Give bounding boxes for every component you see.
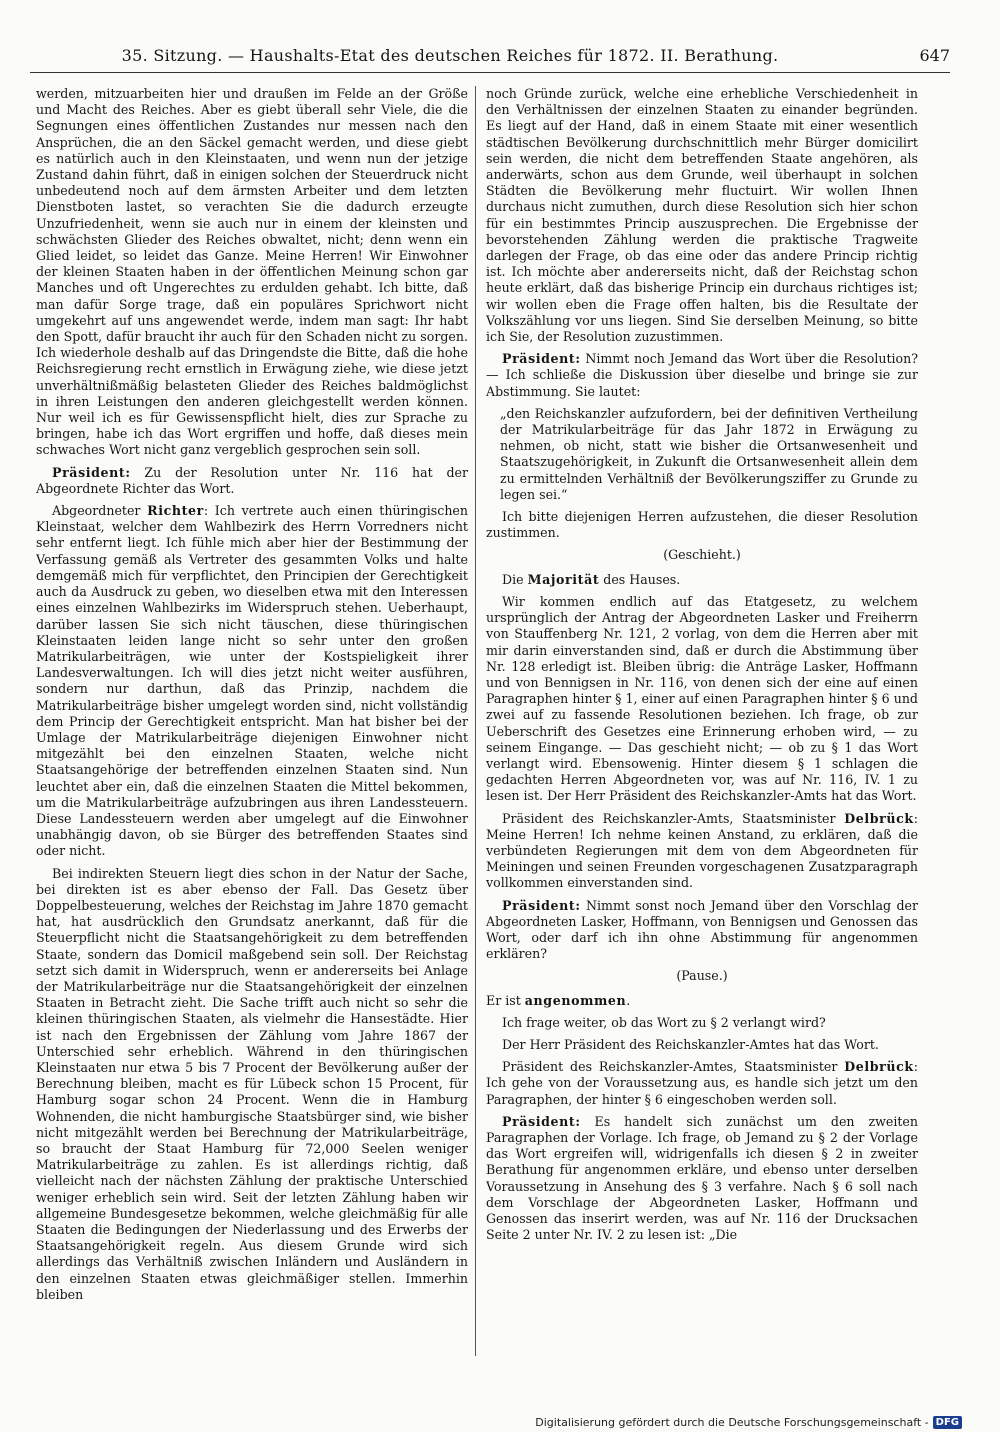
speech-text: Nimmt sonst noch Jemand über den Vorschlag der Abgeordneten Lasker, Hoffmann, von Bennigsen und Genossen das Wort, oder darf ich ihn ohne Abstimmung für angenommen erklären? xyxy=(486,897,918,962)
paragraph xyxy=(486,993,918,1009)
paragraph xyxy=(486,351,918,400)
speech-text: Nimmt noch Jemand das Wort über die Resolution? — Ich schließe die Diskussion über dieselbe und bringe sie zur Abstimmung. Sie lautet: xyxy=(486,351,918,399)
paragraph xyxy=(36,465,468,497)
paragraph xyxy=(36,503,468,859)
speech-text: : Ich vertrete auch einen thüringischen Kleinstaat, welcher dem Wahlbezirk des Herrn Vorredners nicht sehr entfernt liegt. Ich fühle mich aber hier der Bestimmung der Verfassung gemäß als Vertreter des gesammten Volks und halte demgemäß mich für verpflichtet, den Principien der Gerechtigkeit auch da Ausdruck zu geben, wo dieselben etwa mit den Interessen eines einzelnen Wahlbezirks im Widerspruch stehen. Ueberhaupt, darüber lassen Sie sich nicht täuschen, diese thüringischen Kleinstaaten leiden lange nicht so sehr unter den großen Matrikularbeiträgen, wie unter der Kostspieligkeit ihrer Landesverwaltungen. Ich will dies jetzt nicht weiter ausführen, sondern nur darthun, daß das Prinzip, nachdem die Matrikularbeiträge bisher umgelegt worden sind, nicht vollständig dem Princip der Gerechtigkeit entspricht. Man hat bisher bei der Umlage der Matrikularbeiträge diejenigen Einwohner nicht mitgezählt bei den einzelnen Staaten, welche nicht Staatsangehörige der betreffenden einzelnen Staaten sind. Nun leuchtet aber ein, daß die einzelnen Staaten die Mittel bekommen, um die Matrikularbeiträge aufzubringen aus ihren Landessteuern. Diese Landessteuern werden aber umgelegt auf die Einwohner unabhängig davon, ob sie Bürger des betreffenden Staates sind oder nicht. xyxy=(36,503,468,859)
paragraph xyxy=(486,898,918,963)
column-divider xyxy=(475,86,476,1356)
paragraph xyxy=(486,572,918,588)
speech-text: Es handelt sich zunächst um den zweiten Paragraphen der Vorlage. Ich frage, ob Jemand zu § 2 der Vorlage das Wort ergreifen will, widrigenfalls ich diesen § 2 in zweiter Berathung für angenommen erkläre, und ebenso unter derselben Voraussetzung in Ansehung des § 3 verfahre. Nach § 6 soll nach dem Vorschlage der Abgeordneten Lasker, Hoffmann und Genossen das inserirt werden, was auf Nr. 116 der Drucksachen Seite 2 unter Nr. IV. 2 zu lesen ist: „Die xyxy=(486,1113,918,1243)
page-header xyxy=(30,42,950,73)
paragraph: Wir kommen endlich auf das Etatgesetz, zu welchem ursprünglich der Antrag der Abgeordneten Lasker und Freiherrn von Stauffenberg Nr. 121, 2 vorlag, von dem die Herren aber mit mir darin einverstanden sind, daß er durch die Abstimmung über Nr. 128 erledigt ist. Bleiben übrig: die Anträge Lasker, Hoffmann und von Bennigsen in Nr. 116, von denen sich der eine auf einen Paragraphen hinter § 1, einer auf einen Paragraphen hinter § 6 und zwei auf zu fassende Resolutionen beziehen. Ich frage, ob zur Ueberschrift des Gesetzes eine Erinnerung erhoben wird, — zu seinem Eingange. — Das geschieht nicht; — ob zu § 1 das Wort verlangt wird. Ebensowenig. Hinter diesem § 1 schlagen die gedachten Herren Abgeordneten vor, was auf Nr. 116, IV. 1 zu lesen ist. Der Herr Präsident des Reichskanzler-Amts hat das Wort. xyxy=(486,593,918,804)
paragraph: werden, mitzuarbeiten hier und draußen im Felde an der Größe und Macht des Reiches. Aber es giebt überall sehr Viele, die die Segnungen eines öffentlichen Zustandes nur messen nach den Ansprüchen, die an den Säckel gemacht werden, und diese giebt es natürlich auch in den Kleinstaaten, und wenn nun der jetzige Zustand dahin führt, daß in einigen solchen der Steuerdruck nicht unbedeutend noch auf dem ärmsten Arbeiter und dem letzten Dienstboten lastet, so verachten Sie die dadurch erzeugte Unzufriedenheit, wenn sie auch nur in einem der kleinsten und schwächsten Glieder des Reiches obwaltet, nicht; denn wenn ein Glied leidet, so leidet das Ganze. Meine Herren! Wir Einwohner der kleinen Staaten haben in der öffentlichen Meinung schon gar Manches und oft Ungerechtes zu erdulden gehabt. Ich bitte, daß man dafür Sorge trage, daß ein populäres Sprichwort nicht umgekehrt auf uns angewendet werde, indem man sagt: Ihr habt den Spott, dafür braucht ihr auch für den Schaden nicht zu sorgen. Ich wiederhole deshalb auf das Dringendste die Bitte, daß die hohe Reichsregierung recht ernstlich in Erwägung ziehe, wie diese jetzt unverhältnißmäßig belasteten Glieder des Reiches baldmöglichst in ihren Leistungen den anderen gleichgestellt werden können. Nur weil ich es für Gewissenspflicht hielt, dies zur Sprache zu bringen, habe ich das Wort ergriffen und hoffe, daß dieses mein schwaches Wort nicht ganz vergeblich gesprochen sein soll. xyxy=(36,86,468,458)
paragraph xyxy=(486,1114,918,1244)
paragraph: Ich bitte diejenigen Herren aufzustehen, die dieser Resolution zustimmen. xyxy=(486,509,918,541)
resolution-quote: „den Reichskanzler aufzufordern, bei der definitiven Vertheilung der Matrikularbeiträge für das Jahr 1872 in Erwägung zu nehmen, ob nicht, statt wie bisher die Ortsanwesenheit und Staatszugehörigkeit, in Zukunft die Ortsanwesenheit allein dem zu ermittelnden Verhältniß der Bevölkerungsziffer zu Grunde zu legen sei.“ xyxy=(500,405,918,502)
speaker-name: Präsident: xyxy=(502,1113,581,1129)
text-span: . xyxy=(626,992,631,1008)
speaker-name: Präsident: xyxy=(502,351,581,367)
speech-text: : Ich gehe von der Voraussetzung aus, es handle sich jetzt um den Paragraphen, der hinter § 6 eingeschoben werden soll. xyxy=(486,1059,918,1107)
paragraph xyxy=(486,811,918,892)
speech-text: : Meine Herren! Ich nehme keinen Anstand, zu erklären, daß die verbündeten Regierungen mit dem von dem Abgeordneten für Meiningen und seinen Freunden vorgeschagenen Zusatzparagraph vollkommen einverstanden sind. xyxy=(486,810,918,891)
speaker-name: Präsident: xyxy=(52,464,131,480)
running-title: 35. Sitzung. — Haushalts-Etat des deutschen Reiches für 1872. II. Berathung. xyxy=(121,46,779,65)
speech-text: Zu der Resolution unter Nr. 116 hat der Abgeordnete Richter das Wort. xyxy=(36,464,468,496)
paragraph: Ich frage weiter, ob das Wort zu § 2 verlangt wird? xyxy=(502,1014,826,1030)
emphasis: angenommen xyxy=(524,992,627,1008)
stage-direction: (Geschieht.) xyxy=(663,547,741,563)
speaker-role: Präsident des Reichskanzler-Amtes, Staatsminister xyxy=(502,1059,845,1075)
text-span: Die xyxy=(502,571,528,587)
paragraph: Bei indirekten Steuern liegt dies schon in der Natur der Sache, bei direkten ist es aber ebenso der Fall. Das Gesetz über Doppelbesteuerung, welches der Reichstag im Jahre 1870 gemacht hat, hat ausdrücklich den Grundsatz anerkannt, daß für die Steuerpflicht nicht die Staatsangehörigkeit zu dem betreffenden Staate, sondern das Domicil maßgebend sein soll. Der Reichstag setzt sich damit in Widerspruch, wenn er andererseits bei Anlage der Matrikularbeiträge nur die Staatsangehörigkeit der einzelnen Staaten in Betracht zieht. Die Sache trifft auch nicht so sehr die kleinen thüringischen Staaten, als vielmehr die Hansestädte. Hier ist nach den Ergebnissen der Zählung vom Jahre 1867 der Unterschied sehr erheblich. Während in den thüringischen Kleinstaaten nur etwa 5 bis 7 Procent der Bevölkerung außer der Berechnung bleiben, macht es für Lübeck schon 15 Procent, für Hamburg sogar schon 24 Procent. Wenn die in Hamburg Wohnenden, die nicht hamburgische Staatsbürger sind, wie bisher nicht mitgezählt werden bei Berechnung der Matrikularbeiträge, so braucht der Staat Hamburg für 72,000 Seelen weniger Matrikularbeiträge zu zahlen. Es ist allerdings richtig, daß vielleicht nach der nächsten Zählung der praktische Unterschied weniger erheblich sein wird. Seit der letzten Zählung haben wir allgemeine Bundesgesetze bekommen, welche gleichmäßig für alle Staaten die Bedingungen der Niederlassung und des Erwerbs der Staatsangehörigkeit regeln. Aus diesem Grunde wird sich allerdings das Verhältniß zwischen Inländern und Ausländern in den einzelnen Staaten etwas gleichmäßiger stellen. Immerhin bleiben xyxy=(36,865,468,1302)
dfg-logo: DFG xyxy=(933,1416,962,1429)
paragraph: Der Herr Präsident des Reichskanzler-Amtes hat das Wort. xyxy=(502,1036,879,1052)
paragraph: noch Gründe zurück, welche eine erhebliche Verschiedenheit in den Verhältnissen der einzelnen Staaten zu einander begründen. Es liegt auf der Hand, daß in einem Staate mit einer wesentlich städtischen Bevölkerung durchschnittlich mehr Bürger domicilirt sein werden, die nicht dem betreffenden Staate angehören, als anderwärts, schon aus dem Grunde, weil überhaupt in solchen Städten die Bevölkerung mehr fluctuirt. Wir wollen Ihnen durchaus nicht zumuthen, durch diese Resolution sich hier schon für ein bestimmtes Princip auszusprechen. Die Ergebnisse der bevorstehenden Zählung werden die praktische Tragweite darlegen der Frage, ob das eine oder das andere Princip richtig ist. Ich möchte aber andererseits nicht, daß der Reichstag schon heute erklärt, daß das bisherige Princip ein durchaus richtiges ist; wir wollen eben die Frage offen halten, bis die Resultate der Volkszählung vor uns liegen. Sind Sie derselben Meinung, so bitte ich Sie, der Resolution zuzustimmen. xyxy=(486,86,918,345)
speaker-role: Abgeordneter xyxy=(52,503,148,519)
paragraph xyxy=(486,1059,918,1108)
speaker-name: Delbrück xyxy=(844,810,914,826)
speaker-name: Richter xyxy=(147,503,204,519)
page-number: 647 xyxy=(919,46,950,65)
digitization-credit xyxy=(535,1416,962,1429)
speaker-role: Präsident des Reichskanzler-Amts, Staatsminister xyxy=(502,810,845,826)
right-column xyxy=(486,86,918,1366)
text-span: Er ist xyxy=(486,992,525,1008)
speaker-name: Präsident: xyxy=(502,897,581,913)
stage-direction: (Pause.) xyxy=(676,968,728,984)
speaker-name: Delbrück xyxy=(844,1059,914,1075)
left-column xyxy=(36,86,468,1366)
credit-text: Digitalisierung gefördert durch die Deutsche Forschungsgemeinschaft - xyxy=(535,1416,929,1429)
emphasis: Majorität xyxy=(527,571,600,587)
text-span: des Hauses. xyxy=(599,571,681,587)
